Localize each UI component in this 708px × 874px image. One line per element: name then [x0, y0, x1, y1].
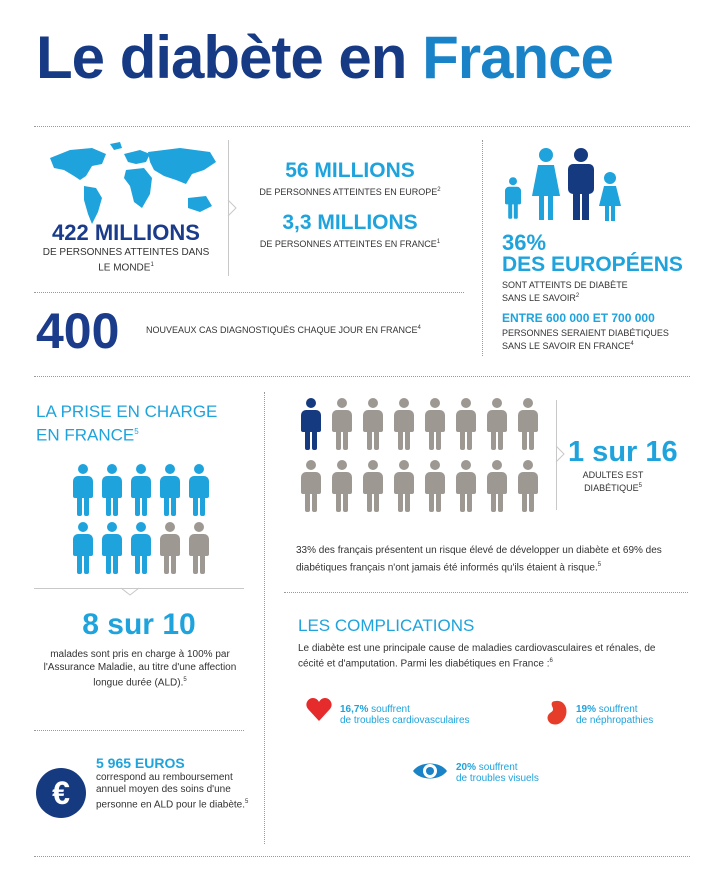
divider — [264, 392, 265, 844]
prise-ratio: 8 sur 10 — [82, 608, 196, 641]
person-icon — [424, 398, 446, 450]
girl-icon — [598, 172, 622, 222]
person-icon — [517, 398, 539, 450]
adults-desc: ADULTES EST DIABÉTIQUE$^5$ — [582, 470, 644, 493]
complication-eyes: 20% souffrent de troubles visuels — [456, 762, 539, 784]
prise-pictogram-grid — [72, 464, 222, 576]
person-icon — [331, 460, 353, 512]
adults-pictogram-grid — [300, 398, 550, 516]
person-icon — [455, 398, 477, 450]
person-icon — [72, 464, 94, 516]
complication-cardio: 16,7% souffrent de troubles cardiovasculaires — [340, 704, 470, 726]
france-desc: DE PERSONNES ATTEINTES EN FRANCE$^1$ — [259, 239, 441, 249]
chevron-down-icon — [120, 587, 140, 597]
person-icon — [159, 522, 181, 574]
divider — [34, 376, 690, 377]
daily-desc: NOUVEAUX CAS DIAGNOSTIQUÉS CHAQUE JOUR EN FRANCE$^4$ — [146, 325, 421, 335]
heart-icon — [306, 698, 332, 722]
person-icon — [486, 460, 508, 512]
eye-icon — [412, 760, 448, 782]
person-icon — [331, 398, 353, 450]
divider — [34, 730, 244, 731]
person-icon — [300, 398, 322, 450]
person-icon — [159, 464, 181, 516]
complications-heading: LES COMPLICATIONS — [298, 616, 475, 635]
europeans-pct: 36% — [502, 230, 547, 255]
kidney-icon — [546, 700, 568, 726]
euro-icon: € — [36, 768, 86, 818]
world-map-icon — [40, 140, 224, 230]
cost-desc: correspond au remboursement annuel moyen des soins d'une personne en ALD pour le diabète.$^5$ — [96, 772, 249, 811]
person-icon — [130, 464, 152, 516]
divider — [284, 592, 688, 593]
cost-value: 5 965 EUROS — [96, 755, 185, 771]
person-icon — [362, 460, 384, 512]
woman-icon — [530, 148, 562, 222]
divider — [482, 140, 483, 356]
person-icon — [362, 398, 384, 450]
person-icon — [101, 522, 123, 574]
europeans-label: DES EUROPÉENS — [502, 253, 683, 276]
person-icon — [455, 460, 477, 512]
divider — [34, 126, 690, 127]
world-count: 422 MILLIONS — [52, 220, 200, 245]
person-icon — [393, 398, 415, 450]
prise-heading: LA PRISE EN CHARGE EN FRANCE$^5$ — [36, 402, 218, 445]
person-icon — [188, 522, 210, 574]
complication-kidney: 19% souffrent de néphropathies — [576, 704, 654, 726]
world-desc: DE PERSONNES ATTEINTES DANS LE MONDE$^1$ — [42, 247, 210, 274]
chevron-right-icon — [226, 198, 238, 218]
undiagnosed-desc: PERSONNES SERAIENT DIABÉTIQUES SANS LE SAVOIR EN FRANCE$^4$ — [502, 328, 669, 351]
person-icon — [188, 464, 210, 516]
prise-desc: malades sont pris en charge à 100% par l'Assurance Maladie, au titre d'une affection longue durée (ALD).$^5$ — [43, 649, 237, 689]
divider — [34, 292, 464, 293]
man-icon — [566, 148, 596, 222]
person-icon — [101, 464, 123, 516]
page-title: Le diabète en France — [36, 24, 613, 91]
undiagnosed-range: ENTRE 600 000 ET 700 000 — [502, 311, 655, 325]
person-icon — [517, 460, 539, 512]
chevron-right-icon — [554, 444, 566, 464]
complications-intro: Le diabète est une principale cause de maladies cardiovasculaires et rénales, de cécité et d'amputation. Parmi les diabétiques en France :$^6$ — [298, 643, 656, 670]
divider — [34, 856, 690, 857]
person-icon — [424, 460, 446, 512]
person-icon — [130, 522, 152, 574]
family-icon — [502, 148, 622, 224]
person-icon — [393, 460, 415, 512]
europeans-desc: SONT ATTEINTS DE DIABÈTE SANS LE SAVOIR$^2$ — [502, 280, 628, 303]
person-icon — [300, 460, 322, 512]
person-icon — [486, 398, 508, 450]
adults-ratio: 1 sur 16 — [568, 436, 678, 468]
risk-text: 33% des français présentent un risque élevé de développer un diabète et 69% des diabétiques français n'ont jamais été informés qu'ils étaient à risque.$^5$ — [296, 545, 662, 574]
france-count: 3,3 MILLIONS — [282, 211, 418, 234]
person-icon — [72, 522, 94, 574]
europe-desc: DE PERSONNES ATTEINTES EN EUROPE$^2$ — [259, 187, 441, 197]
europe-count: 56 MILLIONS — [285, 159, 415, 182]
daily-count: 400 — [36, 303, 120, 359]
